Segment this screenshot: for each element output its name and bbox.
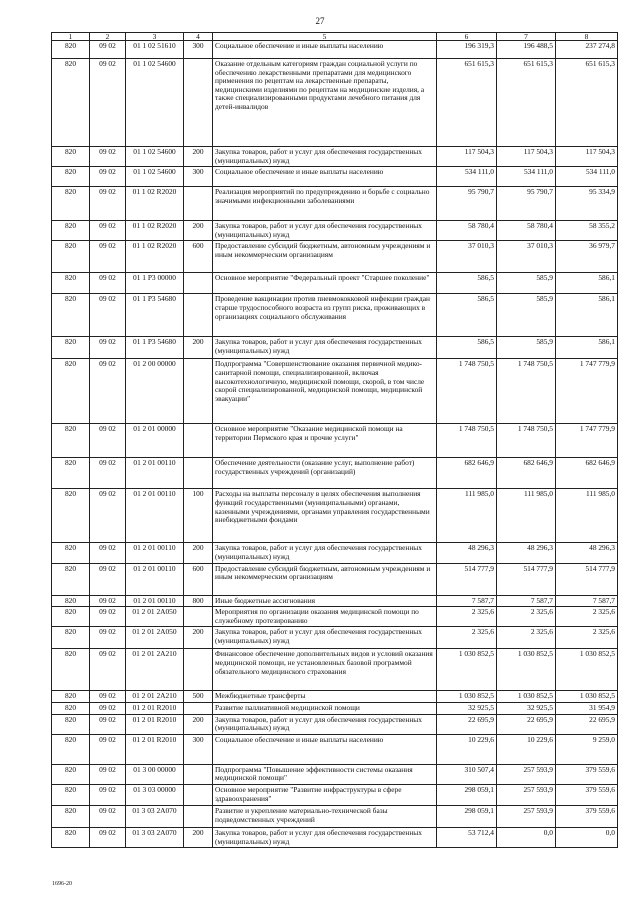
amount-col7-cell: 585,9 <box>497 273 556 294</box>
column-number-8: 8 <box>556 33 618 41</box>
admin-code-cell: 820 <box>52 563 90 595</box>
amount-col6-cell: 2 325,6 <box>437 607 497 627</box>
amount-col6-cell: 7 587,7 <box>437 595 497 607</box>
amount-col8-cell: 379 559,6 <box>556 764 618 784</box>
expense-type-cell <box>184 764 213 784</box>
target-article-cell: 01 1 P3 00000 <box>126 273 184 294</box>
description-cell: Межбюджетные трансферты <box>213 691 437 703</box>
description-cell: Основное мероприятие "Развитие инфраструктуры в сфере здравоохранения" <box>213 784 437 805</box>
description-cell: Основное мероприятие "Федеральный проект "Старшее поколение" <box>213 273 437 294</box>
section-code-cell: 09 02 <box>90 489 126 543</box>
amount-col6-cell: 1 030 852,5 <box>437 649 497 691</box>
admin-code-cell: 820 <box>52 827 90 847</box>
expense-type-cell: 300 <box>184 41 213 59</box>
amount-col7-cell: 514 777,9 <box>497 563 556 595</box>
target-article-cell: 01 1 P3 54680 <box>126 294 184 337</box>
amount-col7-cell: 2 325,6 <box>497 607 556 627</box>
amount-col7-cell: 534 111,0 <box>497 167 556 187</box>
amount-col8-cell: 7 587,7 <box>556 595 618 607</box>
admin-code-cell: 820 <box>52 294 90 337</box>
description-cell: Социальное обеспечение и иные выплаты населению <box>213 167 437 187</box>
target-article-cell: 01 2 01 2A050 <box>126 607 184 627</box>
footer-code: 1696-20 <box>52 881 72 887</box>
target-article-cell: 01 1 02 R2020 <box>126 187 184 221</box>
amount-col6-cell: 117 504,3 <box>437 147 497 167</box>
amount-col7-cell: 95 790,7 <box>497 187 556 221</box>
target-article-cell: 01 2 01 00000 <box>126 424 184 458</box>
table-body <box>52 41 618 848</box>
description-cell: Предоставление субсидий бюджетным, автономным учреждениям и иным некоммерческим организациям <box>213 563 437 595</box>
amount-col8-cell: 9 259,0 <box>556 734 618 764</box>
description-cell: Развитие и укрепление материально-технической базы подведомственных учреждений <box>213 805 437 827</box>
admin-code-cell: 820 <box>52 424 90 458</box>
budget-table <box>51 32 618 848</box>
section-code-cell: 09 02 <box>90 805 126 827</box>
admin-code-cell: 820 <box>52 607 90 627</box>
amount-col7-cell: 257 593,9 <box>497 784 556 805</box>
target-article-cell: 01 3 03 2A070 <box>126 805 184 827</box>
section-code-cell: 09 02 <box>90 734 126 764</box>
amount-col8-cell: 117 504,3 <box>556 147 618 167</box>
target-article-cell: 01 2 01 00110 <box>126 489 184 543</box>
description-cell: Предоставление субсидий бюджетным, автономным учреждениям и иным некоммерческим организациям <box>213 241 437 273</box>
table-row <box>52 59 618 147</box>
amount-col8-cell: 95 334,9 <box>556 187 618 221</box>
amount-col8-cell: 534 111,0 <box>556 167 618 187</box>
table-row <box>52 607 618 627</box>
amount-col7-cell: 10 229,6 <box>497 734 556 764</box>
description-cell: Социальное обеспечение и иные выплаты населению <box>213 41 437 59</box>
amount-col8-cell: 58 355,2 <box>556 221 618 241</box>
description-cell: Мероприятия по организации оказания медицинской помощи по служебному протезированию <box>213 607 437 627</box>
amount-col7-cell: 196 488,5 <box>497 41 556 59</box>
section-code-cell: 09 02 <box>90 187 126 221</box>
amount-col7-cell: 1 748 750,5 <box>497 424 556 458</box>
amount-col8-cell: 36 979,7 <box>556 241 618 273</box>
section-code-cell: 09 02 <box>90 424 126 458</box>
expense-type-cell <box>184 273 213 294</box>
amount-col8-cell: 31 954,9 <box>556 702 618 714</box>
description-cell: Подпрограмма "Повышение эффективности системы оказания медицинской помощи" <box>213 764 437 784</box>
amount-col7-cell: 37 010,3 <box>497 241 556 273</box>
section-code-cell: 09 02 <box>90 827 126 847</box>
target-article-cell: 01 2 01 00110 <box>126 595 184 607</box>
amount-col7-cell: 7 587,7 <box>497 595 556 607</box>
amount-col6-cell: 111 985,0 <box>437 489 497 543</box>
section-code-cell: 09 02 <box>90 764 126 784</box>
column-number-7: 7 <box>497 33 556 41</box>
expense-type-cell <box>184 607 213 627</box>
table-row <box>52 359 618 424</box>
target-article-cell: 01 1 02 R2020 <box>126 241 184 273</box>
description-cell: Закупка товаров, работ и услуг для обеспечения государственных (муниципальных) нужд <box>213 221 437 241</box>
amount-col7-cell: 1 748 750,5 <box>497 359 556 424</box>
amount-col6-cell: 53 712,4 <box>437 827 497 847</box>
expense-type-cell: 200 <box>184 221 213 241</box>
column-number-1: 1 <box>52 33 90 41</box>
admin-code-cell: 820 <box>52 359 90 424</box>
expense-type-cell <box>184 359 213 424</box>
target-article-cell: 01 2 01 R2010 <box>126 702 184 714</box>
admin-code-cell: 820 <box>52 734 90 764</box>
amount-col7-cell: 585,9 <box>497 337 556 359</box>
expense-type-cell: 300 <box>184 167 213 187</box>
table-row <box>52 784 618 805</box>
target-article-cell: 01 1 02 R2020 <box>126 221 184 241</box>
amount-col7-cell: 257 593,9 <box>497 764 556 784</box>
section-code-cell: 09 02 <box>90 649 126 691</box>
section-code-cell: 09 02 <box>90 359 126 424</box>
column-number-2: 2 <box>90 33 126 41</box>
table-row <box>52 489 618 543</box>
section-code-cell: 09 02 <box>90 147 126 167</box>
amount-col7-cell: 651 615,3 <box>497 59 556 147</box>
table-row <box>52 41 618 59</box>
amount-col8-cell: 1 747 779,9 <box>556 424 618 458</box>
admin-code-cell: 820 <box>52 805 90 827</box>
expense-type-cell <box>184 649 213 691</box>
amount-col8-cell: 0,0 <box>556 827 618 847</box>
amount-col8-cell: 111 985,0 <box>556 489 618 543</box>
expense-type-cell: 200 <box>184 627 213 649</box>
description-cell: Оказание отдельным категориям граждан социальной услуги по обеспечению лекарственными препаратами для медицинского применения по рецептам на лекарственные препараты, медицинскими изделиями по рецептам на медицинские изделия, а также специализированными продуктами лечебного питания для детей-инвалидов <box>213 59 437 147</box>
amount-col6-cell: 10 229,6 <box>437 734 497 764</box>
table-row <box>52 627 618 649</box>
amount-col7-cell: 682 646,9 <box>497 458 556 489</box>
target-article-cell: 01 3 03 00000 <box>126 784 184 805</box>
admin-code-cell: 820 <box>52 337 90 359</box>
section-code-cell: 09 02 <box>90 273 126 294</box>
amount-col7-cell: 22 695,9 <box>497 714 556 734</box>
section-code-cell: 09 02 <box>90 241 126 273</box>
target-article-cell: 01 1 02 54600 <box>126 147 184 167</box>
amount-col8-cell: 1 747 779,9 <box>556 359 618 424</box>
column-number-4: 4 <box>184 33 213 41</box>
amount-col7-cell: 257 593,9 <box>497 805 556 827</box>
admin-code-cell: 820 <box>52 543 90 563</box>
admin-code-cell: 820 <box>52 147 90 167</box>
target-article-cell: 01 1 P3 54680 <box>126 337 184 359</box>
target-article-cell: 01 1 02 54600 <box>126 59 184 147</box>
admin-code-cell: 820 <box>52 627 90 649</box>
table-row <box>52 702 618 714</box>
admin-code-cell: 820 <box>52 167 90 187</box>
section-code-cell: 09 02 <box>90 221 126 241</box>
table-row <box>52 337 618 359</box>
admin-code-cell: 820 <box>52 59 90 147</box>
expense-type-cell: 800 <box>184 595 213 607</box>
table-row <box>52 691 618 703</box>
section-code-cell: 09 02 <box>90 595 126 607</box>
expense-type-cell <box>184 702 213 714</box>
table-row <box>52 147 618 167</box>
section-code-cell: 09 02 <box>90 563 126 595</box>
description-cell: Закупка товаров, работ и услуг для обеспечения государственных (муниципальных) нужд <box>213 147 437 167</box>
admin-code-cell: 820 <box>52 702 90 714</box>
expense-type-cell: 200 <box>184 337 213 359</box>
admin-code-cell: 820 <box>52 221 90 241</box>
target-article-cell: 01 3 03 2A070 <box>126 827 184 847</box>
expense-type-cell: 200 <box>184 827 213 847</box>
admin-code-cell: 820 <box>52 714 90 734</box>
amount-col6-cell: 298 059,1 <box>437 784 497 805</box>
description-cell: Закупка товаров, работ и услуг для обеспечения государственных (муниципальных) нужд <box>213 627 437 649</box>
target-article-cell: 01 2 01 2A210 <box>126 691 184 703</box>
expense-type-cell <box>184 784 213 805</box>
table-row <box>52 827 618 847</box>
table-row <box>52 595 618 607</box>
table-row <box>52 294 618 337</box>
amount-col7-cell: 1 030 852,5 <box>497 691 556 703</box>
section-code-cell: 09 02 <box>90 607 126 627</box>
amount-col8-cell: 651 615,3 <box>556 59 618 147</box>
description-cell: Обеспечение деятельности (оказание услуг, выполнение работ) государственных учреждений (организаций) <box>213 458 437 489</box>
expense-type-cell: 500 <box>184 691 213 703</box>
section-code-cell: 09 02 <box>90 294 126 337</box>
amount-col8-cell: 48 296,3 <box>556 543 618 563</box>
admin-code-cell: 820 <box>52 458 90 489</box>
amount-col8-cell: 1 030 852,5 <box>556 691 618 703</box>
page-number: 27 <box>315 16 325 26</box>
amount-col7-cell: 0,0 <box>497 827 556 847</box>
description-cell: Расходы на выплаты персоналу в целях обеспечения выполнения функций государственными (муниципальными) органами, казенными учреждениями, органами управления государственными внебюджетными фондами <box>213 489 437 543</box>
target-article-cell: 01 1 02 54600 <box>126 167 184 187</box>
section-code-cell: 09 02 <box>90 458 126 489</box>
amount-col7-cell: 1 030 852,5 <box>497 649 556 691</box>
column-number-row <box>52 33 618 41</box>
amount-col7-cell: 117 504,3 <box>497 147 556 167</box>
description-cell: Закупка товаров, работ и услуг для обеспечения государственных (муниципальных) нужд <box>213 714 437 734</box>
section-code-cell: 09 02 <box>90 59 126 147</box>
amount-col6-cell: 37 010,3 <box>437 241 497 273</box>
amount-col8-cell: 682 646,9 <box>556 458 618 489</box>
table-row <box>52 167 618 187</box>
amount-col6-cell: 1 748 750,5 <box>437 359 497 424</box>
target-article-cell: 01 2 00 00000 <box>126 359 184 424</box>
section-code-cell: 09 02 <box>90 337 126 359</box>
table-row <box>52 187 618 221</box>
description-cell: Закупка товаров, работ и услуг для обеспечения государственных (муниципальных) нужд <box>213 337 437 359</box>
description-cell: Развитие паллиативной медицинской помощи <box>213 702 437 714</box>
table-row <box>52 458 618 489</box>
description-cell: Основное мероприятие "Оказание медицинской помощи на территории Пермского края и прочие услуги" <box>213 424 437 458</box>
description-cell: Социальное обеспечение и иные выплаты населению <box>213 734 437 764</box>
amount-col8-cell: 379 559,6 <box>556 784 618 805</box>
amount-col7-cell: 48 296,3 <box>497 543 556 563</box>
column-number-6: 6 <box>437 33 497 41</box>
admin-code-cell: 820 <box>52 764 90 784</box>
amount-col7-cell: 585,9 <box>497 294 556 337</box>
admin-code-cell: 820 <box>52 241 90 273</box>
section-code-cell: 09 02 <box>90 627 126 649</box>
amount-col6-cell: 586,5 <box>437 337 497 359</box>
amount-col6-cell: 58 780,4 <box>437 221 497 241</box>
target-article-cell: 01 2 01 R2010 <box>126 734 184 764</box>
amount-col6-cell: 586,5 <box>437 273 497 294</box>
expense-type-cell: 200 <box>184 714 213 734</box>
amount-col8-cell: 22 695,9 <box>556 714 618 734</box>
column-number-5: 5 <box>213 33 437 41</box>
expense-type-cell: 600 <box>184 241 213 273</box>
target-article-cell: 01 2 01 00110 <box>126 543 184 563</box>
expense-type-cell <box>184 294 213 337</box>
amount-col8-cell: 586,1 <box>556 273 618 294</box>
amount-col8-cell: 2 325,6 <box>556 627 618 649</box>
target-article-cell: 01 2 01 2A050 <box>126 627 184 649</box>
amount-col8-cell: 237 274,8 <box>556 41 618 59</box>
amount-col6-cell: 95 790,7 <box>437 187 497 221</box>
section-code-cell: 09 02 <box>90 784 126 805</box>
amount-col8-cell: 514 777,9 <box>556 563 618 595</box>
admin-code-cell: 820 <box>52 489 90 543</box>
amount-col6-cell: 196 319,3 <box>437 41 497 59</box>
amount-col6-cell: 22 695,9 <box>437 714 497 734</box>
admin-code-cell: 820 <box>52 273 90 294</box>
amount-col8-cell: 586,1 <box>556 337 618 359</box>
amount-col6-cell: 2 325,6 <box>437 627 497 649</box>
amount-col6-cell: 1 748 750,5 <box>437 424 497 458</box>
description-cell: Подпрограмма "Совершенствование оказания первичной медико-санитарной помощи, специализированной, включая высокотехнологичную, медицинской помощи, скорой, в том числе скорой специализированной, медицинской помощи, медицинской эвакуации" <box>213 359 437 424</box>
amount-col6-cell: 514 777,9 <box>437 563 497 595</box>
amount-col6-cell: 651 615,3 <box>437 59 497 147</box>
section-code-cell: 09 02 <box>90 702 126 714</box>
expense-type-cell <box>184 59 213 147</box>
section-code-cell: 09 02 <box>90 41 126 59</box>
description-cell: Проведение вакцинации против пневмококковой инфекции граждан старше трудоспособного возраста из групп риска, проживающих в организациях социального обслуживания <box>213 294 437 337</box>
expense-type-cell: 600 <box>184 563 213 595</box>
section-code-cell: 09 02 <box>90 714 126 734</box>
amount-col8-cell: 586,1 <box>556 294 618 337</box>
target-article-cell: 01 2 01 2A210 <box>126 649 184 691</box>
table-row <box>52 734 618 764</box>
expense-type-cell <box>184 805 213 827</box>
amount-col6-cell: 534 111,0 <box>437 167 497 187</box>
admin-code-cell: 820 <box>52 41 90 59</box>
admin-code-cell: 820 <box>52 691 90 703</box>
table-row <box>52 221 618 241</box>
target-article-cell: 01 1 02 51610 <box>126 41 184 59</box>
description-cell: Финансовое обеспечение дополнительных видов и условий оказания медицинской помощи, не установленных базовой программой обязательного медицинского страхования <box>213 649 437 691</box>
expense-type-cell <box>184 458 213 489</box>
amount-col6-cell: 48 296,3 <box>437 543 497 563</box>
table-row <box>52 424 618 458</box>
description-cell: Реализация мероприятий по предупреждению и борьбе с социально значимыми инфекционными заболеваниями <box>213 187 437 221</box>
table-row <box>52 543 618 563</box>
admin-code-cell: 820 <box>52 595 90 607</box>
admin-code-cell: 820 <box>52 649 90 691</box>
target-article-cell: 01 3 00 00000 <box>126 764 184 784</box>
amount-col6-cell: 32 925,5 <box>437 702 497 714</box>
table-row <box>52 764 618 784</box>
section-code-cell: 09 02 <box>90 691 126 703</box>
table-row <box>52 563 618 595</box>
description-cell: Закупка товаров, работ и услуг для обеспечения государственных (муниципальных) нужд <box>213 543 437 563</box>
amount-col7-cell: 111 985,0 <box>497 489 556 543</box>
expense-type-cell: 200 <box>184 543 213 563</box>
amount-col6-cell: 310 507,4 <box>437 764 497 784</box>
table-row <box>52 241 618 273</box>
section-code-cell: 09 02 <box>90 167 126 187</box>
expense-type-cell <box>184 187 213 221</box>
section-code-cell: 09 02 <box>90 543 126 563</box>
amount-col6-cell: 1 030 852,5 <box>437 691 497 703</box>
amount-col7-cell: 2 325,6 <box>497 627 556 649</box>
expense-type-cell: 100 <box>184 489 213 543</box>
table-row <box>52 649 618 691</box>
expense-type-cell <box>184 424 213 458</box>
column-number-3: 3 <box>126 33 184 41</box>
amount-col8-cell: 2 325,6 <box>556 607 618 627</box>
expense-type-cell: 200 <box>184 147 213 167</box>
admin-code-cell: 820 <box>52 784 90 805</box>
amount-col7-cell: 58 780,4 <box>497 221 556 241</box>
target-article-cell: 01 2 01 R2010 <box>126 714 184 734</box>
table-row <box>52 714 618 734</box>
description-cell: Иные бюджетные ассигнования <box>213 595 437 607</box>
expense-type-cell: 300 <box>184 734 213 764</box>
amount-col6-cell: 682 646,9 <box>437 458 497 489</box>
amount-col7-cell: 32 925,5 <box>497 702 556 714</box>
amount-col8-cell: 379 559,6 <box>556 805 618 827</box>
description-cell: Закупка товаров, работ и услуг для обеспечения государственных (муниципальных) нужд <box>213 827 437 847</box>
amount-col8-cell: 1 030 852,5 <box>556 649 618 691</box>
amount-col6-cell: 298 059,1 <box>437 805 497 827</box>
target-article-cell: 01 2 01 00110 <box>126 458 184 489</box>
amount-col6-cell: 586,5 <box>437 294 497 337</box>
admin-code-cell: 820 <box>52 187 90 221</box>
table-row <box>52 273 618 294</box>
table-row <box>52 805 618 827</box>
target-article-cell: 01 2 01 00110 <box>126 563 184 595</box>
